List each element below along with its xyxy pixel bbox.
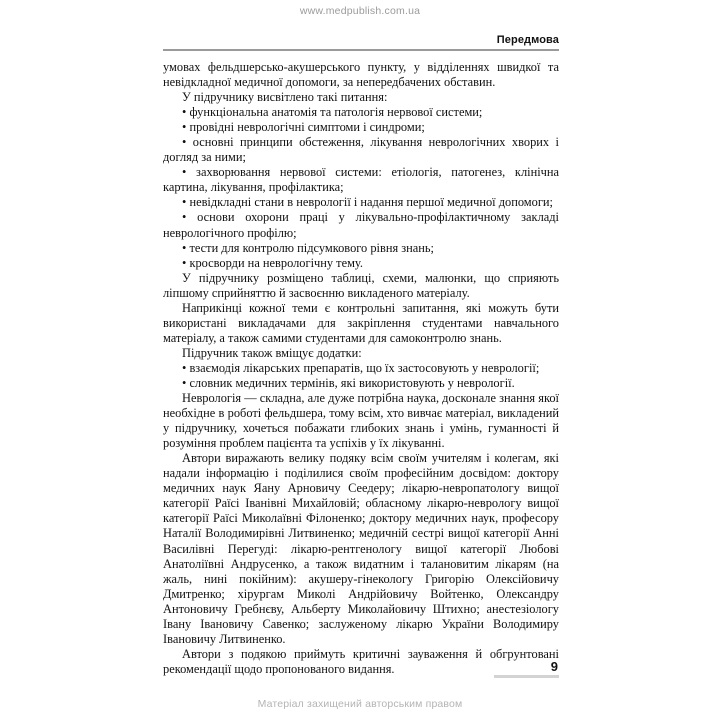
body-bullet-item: • невідкладні стани в неврології і надання першої медичної допомоги; — [163, 195, 559, 210]
page-number-container — [494, 660, 559, 678]
page-body-text — [163, 60, 559, 677]
page-number: 9 — [550, 659, 558, 674]
body-bullet-item: • словник медичних термінів, які використовують у неврології. — [163, 376, 559, 391]
body-paragraph: Наприкінці кожної теми є контрольні запитання, які можуть бути використані викладачами для закріплення студентами навчального матеріалу, а також самими студентами для самоконтролю знань. — [163, 300, 559, 345]
running-head — [163, 34, 559, 51]
body-paragraph: У підручнику розміщено таблиці, схеми, малюнки, що сприяють ліпшому сприйняттю й засвоєнню викладеного матеріалу. — [163, 270, 559, 300]
body-paragraph: У підручнику висвітлено такі питання: — [182, 90, 388, 105]
body-bullet-item: • тести для контролю підсумкового рівня знань; — [163, 241, 559, 256]
body-bullet-item: • захворювання нервової системи: етіологія, патогенез, клінічна картина, лікування, профілактика; — [163, 165, 559, 195]
body-paragraph-continued: умовах фельдшерсько-акушерського пункту, у відділеннях швидкої та невідкладної медичної допомоги, за непередбачених обставин. — [163, 60, 559, 90]
body-paragraph: Автори виражають велику подяку всім своїм учителям і колегам, які надали інформацію і поділилися своїм професійним досвідом: доктору медичних наук Яану Арновичу Сеедеру; лікарю-невропатологу вищої категорії Раїсі Іванівні Михайловій; обласному лікарю-неврологу вищої категорії Раїсі Миколаївні Філоненко; доктору медичних наук, професору Наталії Володимирівні Литвиненко; медичній сестрі вищої категорії Анні Василівні Перегуді: лікарю-рентгенологу вищої категорії Любові Анатоліївні Андрусенко, а також видатним і талановитим лікарям (на жаль, нині покійним): акушеру-гінекологу Григорію Олексійовичу Дмитренко; хірургам Миколі Андрійовичу Войтенко, Олександру Антоновичу Гребнєву, Альберту Миколайовичу Штихно; анестезіологу Івану Івановичу Савенко; заслуженому лікарю України Володимиру Івановичу Литвиненко. — [163, 451, 559, 646]
body-bullet-item: • функціональна анатомія та патологія нервової системи; — [163, 105, 559, 120]
body-bullet-item: • основні принципи обстеження, лікування неврологічних хворих і догляд за ними; — [163, 135, 559, 165]
watermark-url: www.medpublish.com.ua — [299, 5, 421, 17]
running-head-title: Передмова — [496, 34, 559, 46]
running-head-rule — [163, 49, 559, 51]
body-paragraph: Неврологія — складна, але дуже потрібна наука, досконале знання якої необхідне в роботі фельдшера, тому всім, хто вивчає матеріал, викладений у підручнику, хочеться побажати глибоких знань і умінь, гуманності й розуміння проблем пацієнта та успіхів у їх лікуванні. — [163, 391, 559, 451]
body-bullet-item: • взаємодія лікарських препаратів, що їх застосовують у неврології; — [163, 361, 559, 376]
body-paragraph: Автори з подякою приймуть критичні зауваження й обгрунтовані рекомендації щодо пропонованого видання. — [163, 646, 559, 676]
body-paragraph: Підручник також вміщує додатки: — [182, 345, 362, 360]
body-bullet-item: • провідні неврологічні симптоми і синдроми; — [163, 120, 559, 135]
body-bullet-item: • основи охорони праці у лікувально-профілактичному закладі неврологічного профілю; — [163, 210, 559, 240]
page-number-rule — [494, 675, 559, 678]
body-bullet-item: • кросворди на неврологічну тему. — [163, 256, 559, 271]
footer-copyright-notice: Матеріал захищений авторським правом — [257, 698, 463, 710]
